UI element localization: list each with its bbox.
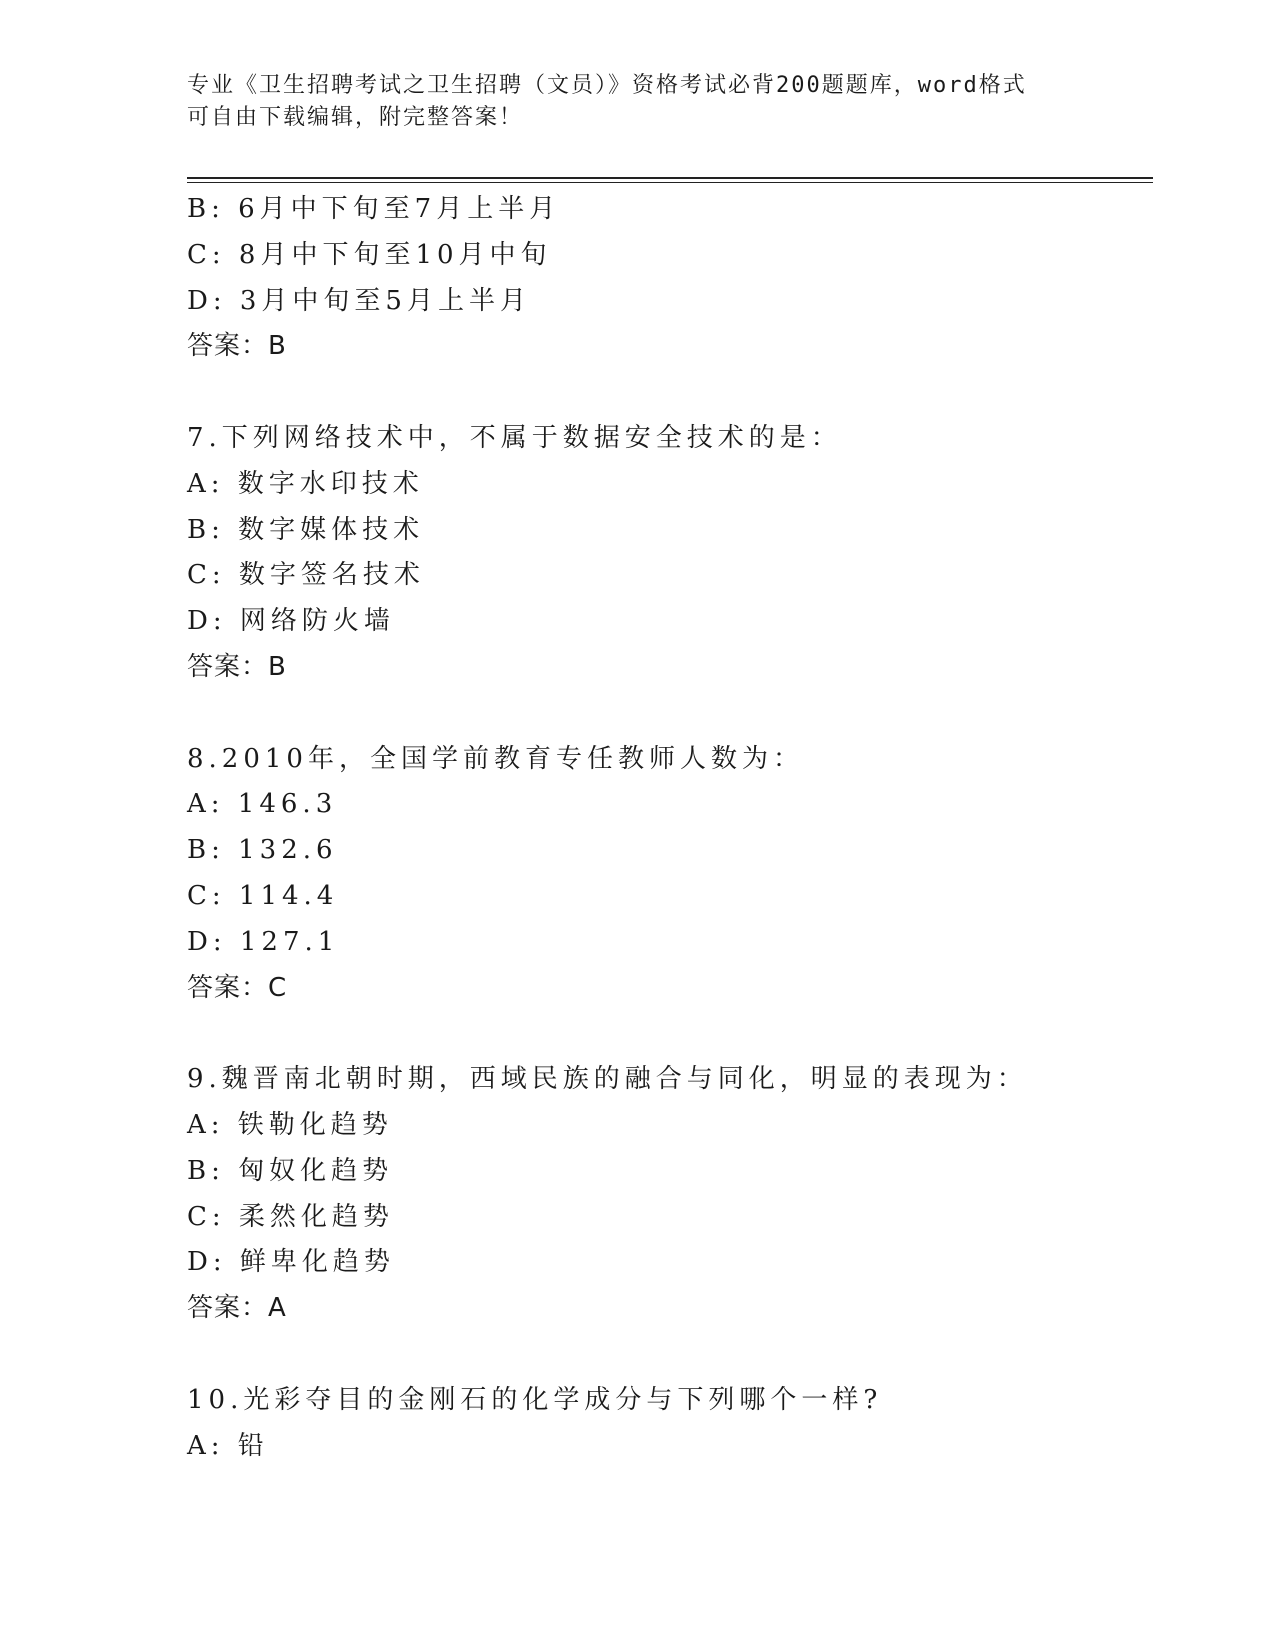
header-divider-thick — [187, 177, 1153, 179]
question-block-6-continued — [187, 187, 1147, 370]
option-c: C: 数字签名技术 — [187, 560, 425, 591]
question-text: 7.下列网络技术中，不属于数据安全技术的是： — [187, 422, 842, 453]
option-c: C: 8月中下旬至10月中旬 — [187, 239, 552, 270]
question-text: 9.魏晋南北朝时期，西域民族的融合与同化，明显的表现为： — [187, 1064, 1028, 1095]
option-b: B: 匈奴化趋势 — [187, 1155, 394, 1186]
answer-line: 答案：B — [187, 331, 287, 362]
question-text: 10.光彩夺目的金刚石的化学成分与下列哪个一样? — [187, 1384, 883, 1415]
question-text: 8.2010年，全国学前教育专任教师人数为： — [187, 743, 804, 774]
option-b: B: 6月中下旬至7月上半月 — [187, 194, 561, 224]
option-d: D: 3月中旬至5月上半月 — [187, 285, 531, 316]
question-block-9 — [187, 1057, 1147, 1332]
question-block-8 — [187, 737, 1147, 1012]
option-d: D: 127.1 — [187, 926, 340, 957]
header-title-line-1: 专业《卫生招聘考试之卫生招聘（文员）》资格考试必背200题题库，word格式 — [187, 73, 1027, 98]
answer-line: 答案：A — [187, 1293, 287, 1324]
option-c: C: 柔然化趋势 — [187, 1201, 394, 1232]
option-d: D: 鲜卑化趋势 — [187, 1247, 395, 1278]
option-c: C: 114.4 — [187, 880, 339, 911]
spacer — [187, 370, 1147, 416]
option-b: B: 132.6 — [187, 835, 338, 866]
question-block-10 — [187, 1378, 1147, 1470]
answer-line: 答案：B — [187, 651, 287, 682]
answer-line: 答案：C — [187, 972, 288, 1003]
option-a: A: 146.3 — [187, 789, 338, 820]
header-divider-thin — [187, 182, 1153, 183]
question-list — [187, 187, 1147, 1469]
document-header — [187, 70, 1087, 134]
header-title-line-2: 可自由下载编辑，附完整答案！ — [187, 105, 524, 130]
spacer — [187, 1011, 1147, 1057]
option-d: D: 网络防火墙 — [187, 606, 395, 637]
option-a: A: 铁勒化趋势 — [187, 1109, 393, 1140]
spacer — [187, 1332, 1147, 1378]
option-b: B: 数字媒体技术 — [187, 514, 425, 545]
option-a: A: 数字水印技术 — [187, 468, 424, 499]
question-block-7 — [187, 416, 1147, 691]
option-a: A: 铅 — [187, 1430, 269, 1461]
spacer — [187, 691, 1147, 737]
